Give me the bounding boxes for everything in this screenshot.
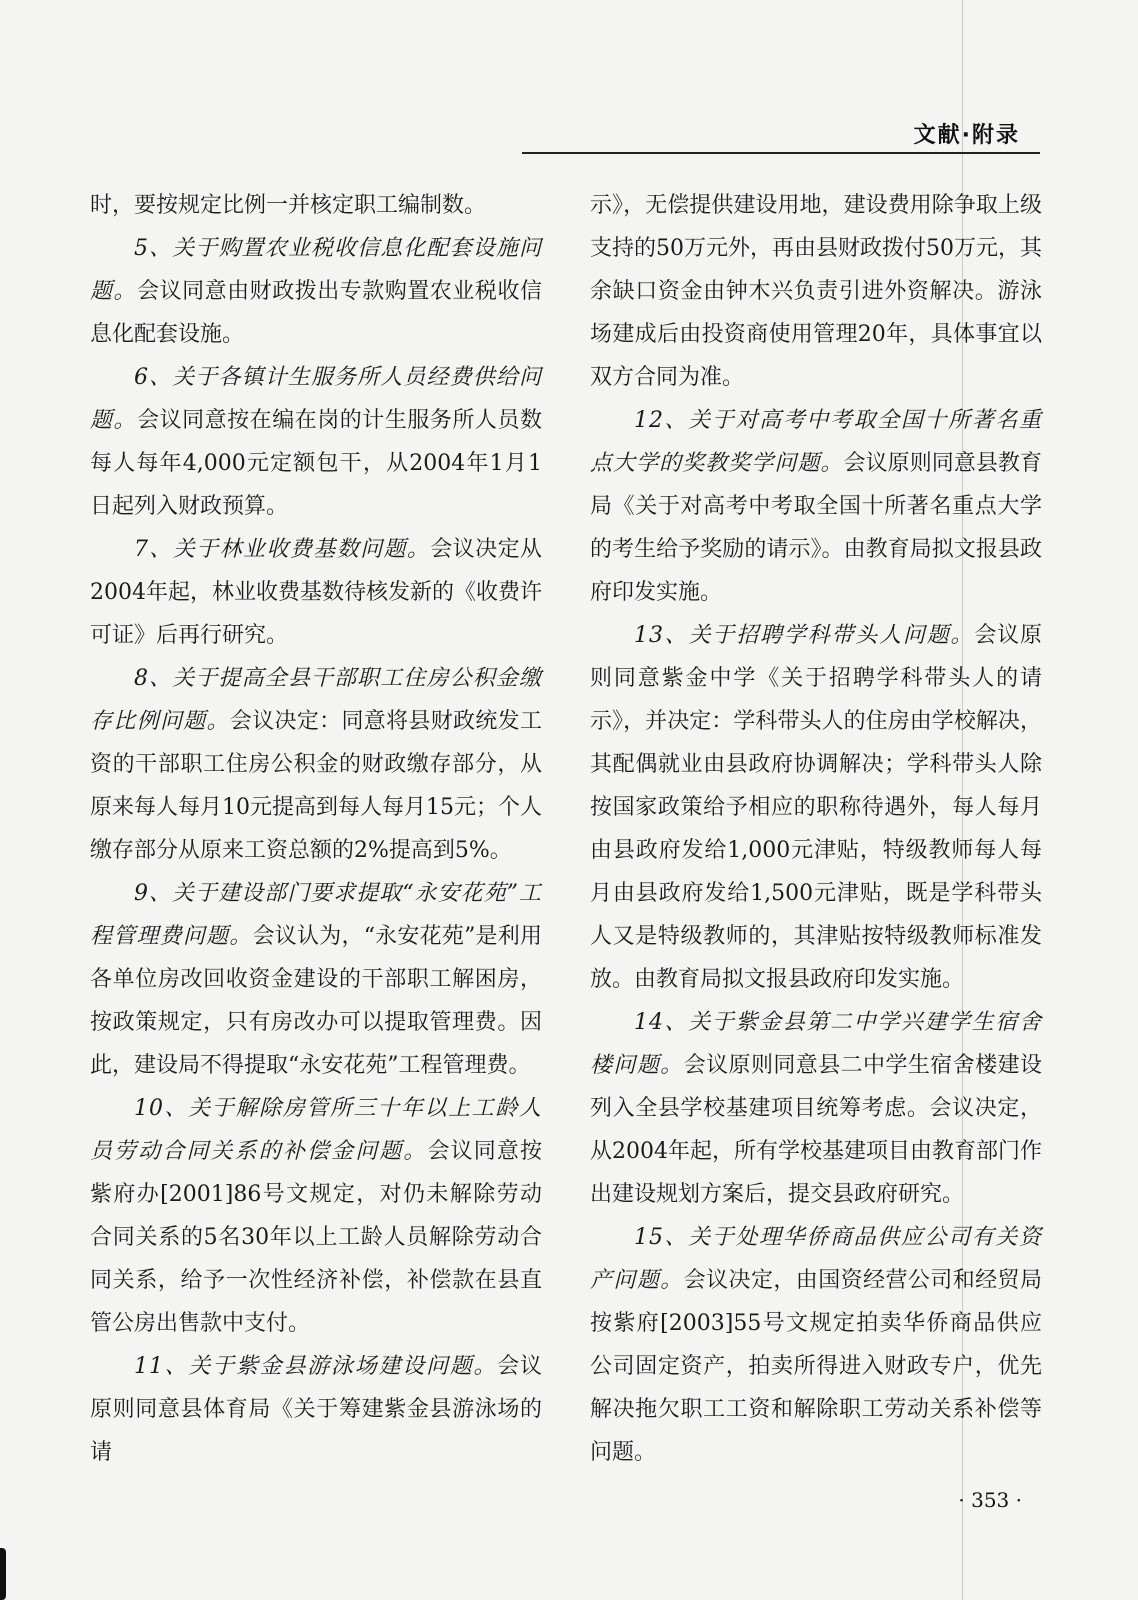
paragraph-topic: 14、关于紫金县第二中学兴建学生宿舍楼问题。 bbox=[590, 1010, 1042, 1078]
paragraph-topic: 8、关于提高全县干部职工住房公积金缴存比例问题。 bbox=[90, 666, 542, 734]
paragraph-topic: 6、关于各镇计生服务所人员经费供给问题。 bbox=[90, 365, 542, 433]
paragraph-topic: 5、关于购置农业税收信息化配套设施问题。 bbox=[90, 236, 542, 304]
paragraph-topic: 11、关于紫金县游泳场建设问题。 bbox=[134, 1354, 498, 1379]
paragraph-body: 时，要按规定比例一并核定职工编制数。 bbox=[90, 193, 487, 218]
paragraph-topic: 15、关于处理华侨商品供应公司有关资产问题。 bbox=[590, 1225, 1042, 1293]
paragraph bbox=[90, 1345, 542, 1474]
paragraph bbox=[90, 657, 542, 872]
paragraph-topic: 13、关于招聘学科带头人问题。 bbox=[634, 623, 975, 648]
left-column bbox=[90, 184, 542, 1474]
paragraph bbox=[590, 1001, 1042, 1216]
paragraph bbox=[90, 1087, 542, 1345]
paragraph bbox=[90, 872, 542, 1087]
header-rule bbox=[522, 152, 1040, 154]
paragraph bbox=[90, 356, 542, 528]
paragraph-topic: 9、关于建设部门要求提取“永安花苑”工程管理费问题。 bbox=[90, 881, 542, 949]
paragraph-body: 会议同意由财政拨出专款购置农业税收信息化配套设施。 bbox=[90, 279, 542, 347]
paragraph-body: 会议同意按紫府办[2001]86号文规定，对仍未解除劳动合同关系的5名30年以上工龄人员解除劳动合同关系，给予一次性经济补偿，补偿款在县直管公房出售款中支付。 bbox=[90, 1139, 542, 1336]
paragraph bbox=[90, 528, 542, 657]
paragraph-body: 会议决定，由国资经营公司和经贸局按紫府[2003]55号文规定拍卖华侨商品供应公司固定资产，拍卖所得进入财政专户，优先解决拖欠职工工资和解除职工劳动关系补偿等问题。 bbox=[590, 1268, 1042, 1465]
running-header-title: 文献·附录 bbox=[913, 123, 1020, 148]
paragraph bbox=[90, 227, 542, 356]
paragraph-body: 会议原则同意紫金中学《关于招聘学科带头人的请示》，并决定：学科带头人的住房由学校解决，其配偶就业由县政府协调解决；学科带头人除按国家政策给予相应的职称待遇外，每人每月由县政府发给1,000元津贴，特级教师每人每月由县政府发给1,500元津贴，既是学科带头人又是特级教师的，其津贴按特级教师标准发放。由教育局拟文报县政府印发实施。 bbox=[590, 623, 1042, 992]
paragraph-body: 示》，无偿提供建设用地，建设费用除争取上级支持的50万元外，再由县财政拨付50万元，其余缺口资金由钟木兴负责引进外资解决。游泳场建成后由投资商使用管理20年，具体事宜以双方合同为准。 bbox=[590, 193, 1042, 390]
page-number: · 353 · bbox=[958, 1488, 1022, 1512]
paragraph bbox=[90, 184, 542, 227]
paragraph-body: 会议决定：同意将县财政统发工资的干部职工住房公积金的财政缴存部分，从原来每人每月10元提高到每人每月15元；个人缴存部分从原来工资总额的2%提高到5%。 bbox=[90, 709, 542, 863]
paragraph-topic: 10、关于解除房管所三十年以上工龄人员劳动合同关系的补偿金问题。 bbox=[90, 1096, 542, 1164]
paragraph-body: 会议决定从2004年起，林业收费基数待核发新的《收费许可证》后再行研究。 bbox=[90, 537, 542, 648]
paragraph bbox=[590, 184, 1042, 399]
paragraph-body: 会议同意按在编在岗的计生服务所人员数每人每年4,000元定额包干，从2004年1月1日起列入财政预算。 bbox=[90, 408, 542, 519]
paragraph bbox=[590, 1216, 1042, 1474]
paragraph-body: 会议原则同意县二中学生宿舍楼建设列入全县学校基建项目统筹考虑。会议决定，从2004年起，所有学校基建项目由教育部门作出建设规划方案后，提交县政府研究。 bbox=[590, 1053, 1042, 1207]
paragraph-topic: 12、关于对高考中考取全国十所著名重点大学的奖教奖学问题。 bbox=[590, 408, 1042, 476]
paragraph-body: 会议认为，“永安花苑”是利用各单位房改回收资金建设的干部职工解困房，按政策规定，只有房改办可以提取管理费。因此，建设局不得提取“永安花苑”工程管理费。 bbox=[90, 924, 542, 1078]
paragraph bbox=[590, 614, 1042, 1001]
right-column bbox=[590, 184, 1042, 1474]
paragraph-body: 会议原则同意县教育局《关于对高考中考取全国十所著名重点大学的考生给予奖励的请示》。由教育局拟文报县政府印发实施。 bbox=[590, 451, 1042, 605]
scan-edge-mark bbox=[0, 1548, 6, 1600]
paragraph bbox=[590, 399, 1042, 614]
paragraph-body: 会议原则同意县体育局《关于筹建紫金县游泳场的请 bbox=[90, 1354, 542, 1465]
paragraph-topic: 7、关于林业收费基数问题。 bbox=[134, 537, 431, 562]
